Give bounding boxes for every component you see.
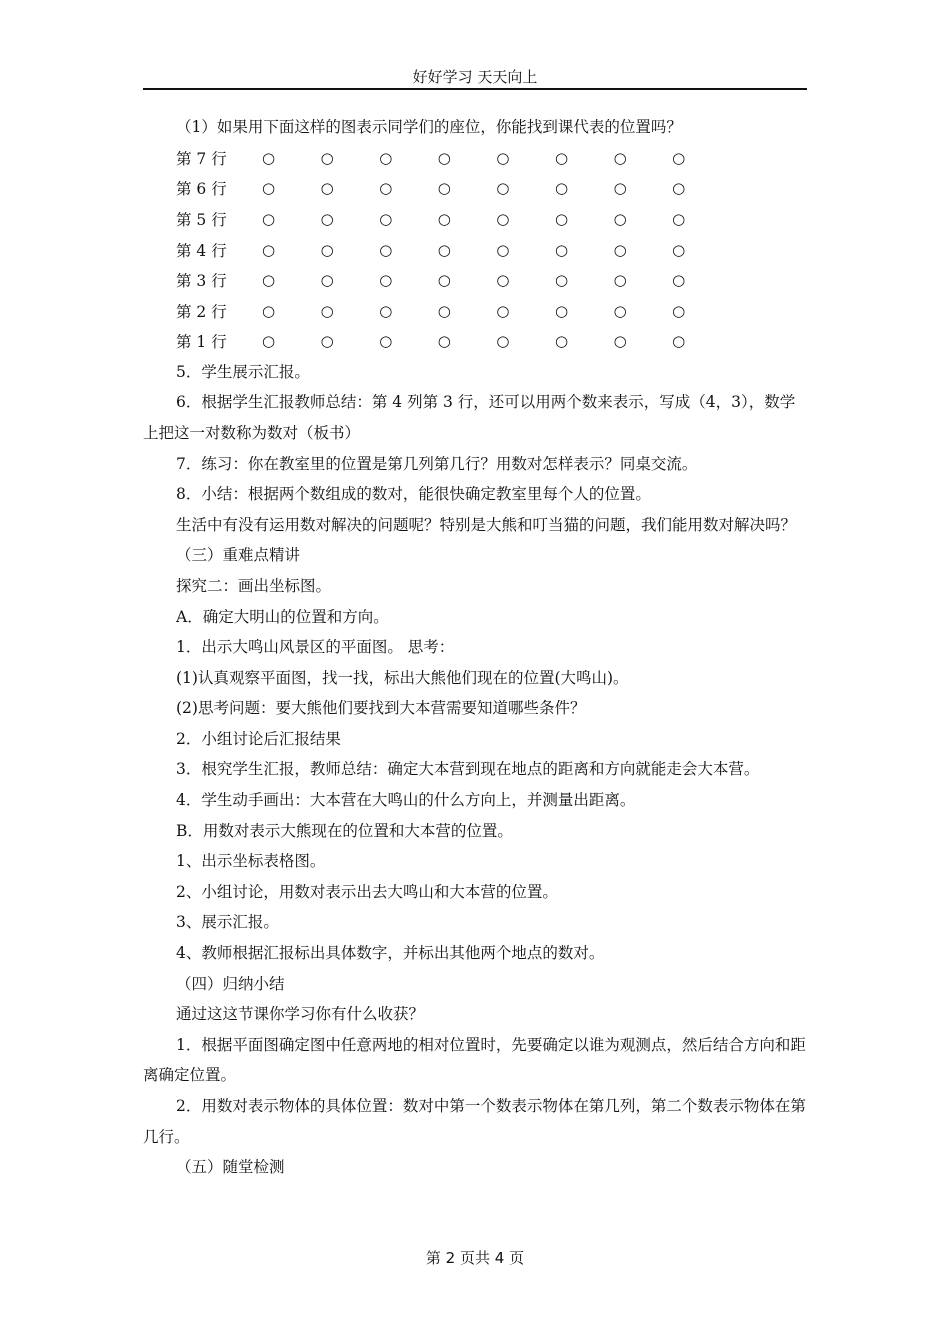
seat-circle: ○ [379, 240, 393, 259]
part-a: A．确定大明山的位置和方向。 [176, 607, 389, 626]
seat-circle: ○ [672, 301, 686, 320]
seat-circle: ○ [613, 301, 627, 320]
seat-circle: ○ [554, 301, 569, 320]
seat-circle: ○ [320, 271, 334, 290]
seat-circle: ○ [437, 271, 451, 290]
seat-circle: ○ [437, 301, 451, 320]
seat-circle: ○ [320, 179, 334, 198]
seat-circle: ○ [262, 271, 276, 290]
page-footer: 第 2 页共 4 页 [425, 1249, 525, 1267]
seat-circle: ○ [554, 271, 569, 290]
seat-row [143, 296, 807, 327]
seat-circle: ○ [613, 240, 627, 259]
row-label: 第 5 行 [176, 211, 227, 230]
explore-2: 探究二：画出坐标图。 [176, 576, 332, 595]
seat-circle: ○ [320, 148, 334, 167]
seat-circle: ○ [496, 179, 510, 198]
seat-circle: ○ [379, 210, 393, 229]
row-label: 第 4 行 [176, 241, 227, 260]
row-label: 第 1 行 [176, 333, 227, 352]
seat-circle: ○ [672, 179, 686, 198]
seat-circle: ○ [496, 148, 510, 167]
section-heading-3: （三）重难点精讲 [176, 546, 301, 565]
seat-circle: ○ [613, 271, 627, 290]
seat-circle: ○ [437, 148, 451, 167]
seat-row [143, 234, 807, 265]
seat-circle: ○ [554, 210, 569, 229]
seat-circle: ○ [320, 210, 334, 229]
row-label: 第 6 行 [176, 180, 227, 199]
seat-circle: ○ [554, 179, 569, 198]
part-b-step-4: 4、教师根据汇报标出具体数字，并标出其他两个地点的数对。 [176, 944, 605, 963]
question-text: （1）如果用下面这样的图表示同学们的座位，你能找到课代表的位置吗？ [176, 118, 682, 136]
seat-circle: ○ [379, 332, 393, 351]
part-b: B．用数对表示大熊现在的位置和大本营的位置。 [176, 821, 513, 840]
part-b-step-2: 2、小组讨论，用数对表示出去大鸣山和大本营的位置。 [176, 882, 558, 901]
seat-circle: ○ [496, 271, 510, 290]
seat-circle: ○ [262, 148, 276, 167]
document-body [143, 112, 807, 1183]
step-6: 6．根据学生汇报教师总结：第 4 列第 3 行，还可以用两个数来表示，写成（4，3），数学上把这一对数称为数对（板书） [143, 393, 796, 442]
seat-circle: ○ [496, 332, 510, 351]
seat-circle: ○ [554, 332, 569, 351]
seat-circle: ○ [379, 148, 393, 167]
seat-circle: ○ [613, 210, 627, 229]
seat-circle: ○ [262, 301, 276, 320]
seat-circle: ○ [437, 179, 451, 198]
seat-circle: ○ [672, 332, 686, 351]
seat-circle: ○ [379, 301, 393, 320]
seat-circle: ○ [672, 148, 686, 167]
summary-point-1: 1．根据平面图确定图中任意两地的相对位置时，先要确定以谁为观测点，然后结合方向和距离确定位置。 [143, 1035, 806, 1085]
part-a-sub-2: (2)思考问题：要大熊他们要找到大本营需要知道哪些条件？ [176, 699, 586, 718]
seat-circle: ○ [262, 240, 276, 259]
seat-circle: ○ [554, 240, 569, 259]
section-heading-4: （四）归纳小结 [176, 974, 285, 993]
part-a-sub-1: (1)认真观察平面图，找一找，标出大熊他们现在的位置(大鸣山)。 [176, 668, 629, 687]
seat-circle: ○ [437, 332, 451, 351]
seat-circle: ○ [496, 301, 510, 320]
summary-question: 通过这这节课你学习你有什么收获？ [176, 1005, 425, 1024]
seat-circle: ○ [437, 240, 451, 259]
part-b-step-1: 1、出示坐标表格图。 [176, 852, 326, 871]
seat-row [143, 173, 807, 204]
seat-circle: ○ [262, 179, 276, 198]
step-5: 5．学生展示汇报。 [176, 362, 310, 381]
part-a-step-4: 4．学生动手画出：大本营在大鸣山的什么方向上，并测量出距离。 [176, 791, 636, 810]
step-8: 8．小结：根据两个数组成的数对，能很快确定教室里每个人的位置。 [176, 485, 651, 504]
seat-circle: ○ [320, 240, 334, 259]
seat-circle: ○ [613, 148, 627, 167]
row-label: 第 2 行 [176, 302, 227, 321]
seat-circle: ○ [262, 210, 276, 229]
seat-circle: ○ [672, 210, 686, 229]
part-a-step-2: 2．小组讨论后汇报结果 [176, 729, 341, 748]
seat-circle: ○ [613, 332, 627, 351]
seat-row [143, 265, 807, 296]
seat-row [143, 143, 807, 174]
row-label: 第 7 行 [176, 149, 227, 168]
row-label: 第 3 行 [176, 272, 227, 291]
seat-row [143, 204, 807, 235]
seat-circle: ○ [496, 240, 510, 259]
life-question: 生活中有没有运用数对解决的问题呢？特别是大熊和叮当猫的问题，我们能用数对解决吗？ [176, 515, 797, 534]
seat-circle: ○ [554, 148, 569, 167]
seat-circle: ○ [437, 210, 451, 229]
seat-circle: ○ [320, 332, 334, 351]
seat-circle: ○ [379, 271, 393, 290]
section-heading-5: （五）随堂检测 [176, 1158, 285, 1177]
seat-circle: ○ [496, 210, 510, 229]
seat-circle: ○ [379, 179, 393, 198]
seat-circle: ○ [672, 240, 686, 259]
seat-circle: ○ [320, 301, 334, 320]
seat-circle: ○ [672, 271, 686, 290]
header-divider [143, 88, 807, 90]
seat-circle: ○ [262, 332, 276, 351]
summary-point-2: 2．用数对表示物体的具体位置：数对中第一个数表示物体在第几列，第二个数表示物体在第几行。 [143, 1097, 806, 1146]
part-a-step-1: 1．出示大鸣山风景区的平面图。 思考： [176, 638, 455, 657]
part-b-step-3: 3、展示汇报。 [176, 913, 279, 932]
page-header: 好好学习 天天向上 [412, 68, 538, 86]
seat-row [143, 326, 807, 357]
part-a-step-3: 3．根究学生汇报，教师总结：确定大本营到现在地点的距离和方向就能走会大本营。 [176, 760, 760, 779]
seat-circle: ○ [613, 179, 627, 198]
step-7: 7．练习：你在教室里的位置是第几列第几行？用数对怎样表示？同桌交流。 [176, 454, 698, 473]
seat-grid [143, 143, 807, 357]
